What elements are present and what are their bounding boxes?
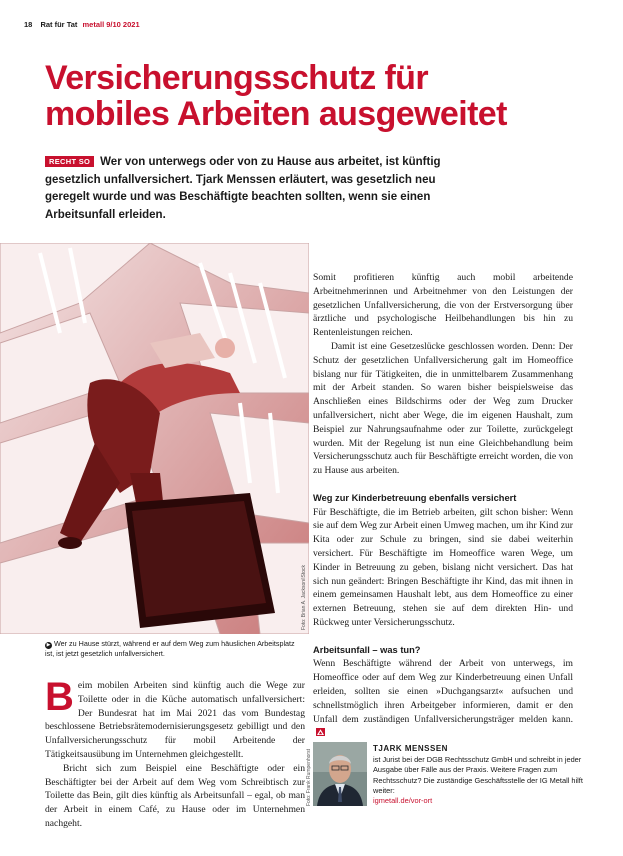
section-name: Rat für Tat	[40, 20, 78, 29]
title-line-2: mobiles Arbeiten ausgeweitet	[45, 95, 507, 133]
author-box	[373, 744, 583, 806]
paragraph: Bricht sich zum Beispiel eine Beschäftigte oder ein Beschäftigter bei der Arbeit auf dem Weg vom Schreibtisch zur Toilette das Bein, gilt dies künftig als Arbeitsunfall – egal, ob man der Arbeit in einem Café, zu Hause oder im Unternehmen nachgeht.	[45, 762, 305, 829]
paragraph: Beim mobilen Arbeiten sind künftig auch die Wege zur Toilette oder in die Küche automatisch unfallversichert: Der Bundesrat hat im Mai 2021 das vom Bundestag beschlossene Betriebsrätemodernisierungsgesetz gebilligt und den Unfallversicherungsschutz für mobil Arbeitende der Tätigkeitsausübung im Unternehmen gleichgestellt.	[45, 675, 305, 760]
article-lead	[45, 154, 465, 224]
page-number: 18	[24, 20, 33, 29]
subheading: Weg zur Kinderbetreuung ebenfalls versichert	[313, 492, 517, 503]
paragraph: Somit profitieren künftig auch mobil arbeitende Arbeitnehmerinnen und Arbeitnehmer von den Leistungen der gesetzlichen Unfallversicherung, die von der Erstversorgung über ärztliche und psychologische Heilbehandlungen bis hin zu Rentenleistungen reichen.	[313, 272, 573, 339]
article-photo	[0, 243, 309, 634]
article-title	[45, 60, 585, 132]
paragraph: Damit ist eine Gesetzeslücke geschlossen worden. Denn: Der Schutz der gesetzlichen Unfallversicherung galt im Homeoffice bislang nur für Tätigkeiten, die in unmittelbarem Zusammenhang mit der Arbeit standen. So waren bisher beispielsweise das Anschließen eines Bildschirms oder der Weg zum Drucker unfallversichert, nicht aber Wege, die im eigenen Haushalt, zum Beispiel zur Nahrungsaufnahme oder zur Toilette, zurückgelegt wurden. Mit der Regelung ist nun eine Gleichbehandlung beim Versicherungsschutz auch für Beschäftigte erreicht worden, die von zu Hause aus arbeiten.	[313, 340, 573, 477]
author-photo-credit: Foto: Frank Rumpenhorst	[306, 749, 312, 806]
photo-credit: Foto: Brian A. Jackson/iStock	[301, 564, 307, 630]
caption-text: Wer zu Hause stürzt, während er auf dem Weg zum häuslichen Arbeitsplatz ist, ist jetzt gesetzlich unfallversichert.	[45, 639, 295, 658]
author-name: TJARK MENSSEN	[373, 744, 448, 753]
paragraph: Für Beschäftigte, die im Betrieb arbeiten, gilt schon bisher: Wenn sie auf dem Weg zur Arbeit einen Umweg machen, um ihr Kind zur Kita oder zur Schule zu bringen, sind sie dabei weiterhin versichert. Für Beschäftigte im Homeoffice waren Wege, um Kinder in Betreuung zu geben, bislang nicht versichert. Das hat sich nun geändert: Bringen Beschäftigte ihr Kind, das mit ihnen in einem gemeinsamen Haushalt lebt, aus dem Homeoffice zu einer externen Betreuung, stehen sie auf dem direkten Hin- und Rückweg unter Versicherungsschutz.	[313, 506, 573, 628]
staircase-fall-photo	[0, 243, 309, 634]
author-photo	[313, 742, 367, 806]
right-column	[313, 271, 573, 740]
page-header	[24, 20, 140, 29]
issue-label: metall 9/10 2021	[82, 20, 140, 29]
end-mark-icon	[316, 728, 325, 736]
left-column	[45, 675, 305, 831]
category-badge: RECHT SO	[45, 156, 94, 167]
author-link[interactable]: igmetall.de/vor-ort	[373, 796, 433, 806]
paragraph: Wenn Beschäftigte während der Arbeit von unterwegs, im Homeoffice oder auf dem Weg zur Kinderbetreuung einen Unfall erleiden, sollten sie einen »Duchgangsarzt« aufsuchen und schnellstmöglich ihren Arbeitgeber informieren, damit er den Unfall dem zuständigen Unfallversicherungsträger melden kann.	[313, 657, 573, 740]
lead-text: Wer von unterwegs oder von zu Hause aus arbeitet, ist künftig gesetzlich unfallversichert. Tjark Menssen erläutert, was gesetzlich neu geregelt wurde und was Beschäftigte beachten sollten, wenn sie einen Arbeitsunfall erleiden.	[45, 156, 441, 221]
subheading: Arbeitsunfall – was tun?	[313, 644, 421, 655]
author-portrait	[313, 742, 367, 806]
caption-arrow-icon: ▶	[46, 642, 51, 648]
photo-caption	[45, 639, 295, 659]
author-bio: ist Jurist bei der DGB Rechtsschutz GmbH und schreibt in jeder Ausgabe über Fälle aus der Praxis. Weitere Fragen zum Rechtsschutz? Die zuständige Geschäftsstelle der IG Metall hilft weiter:	[373, 755, 583, 795]
dropcap: B	[45, 675, 74, 719]
title-line-1: Versicherungsschutz für	[45, 59, 428, 97]
